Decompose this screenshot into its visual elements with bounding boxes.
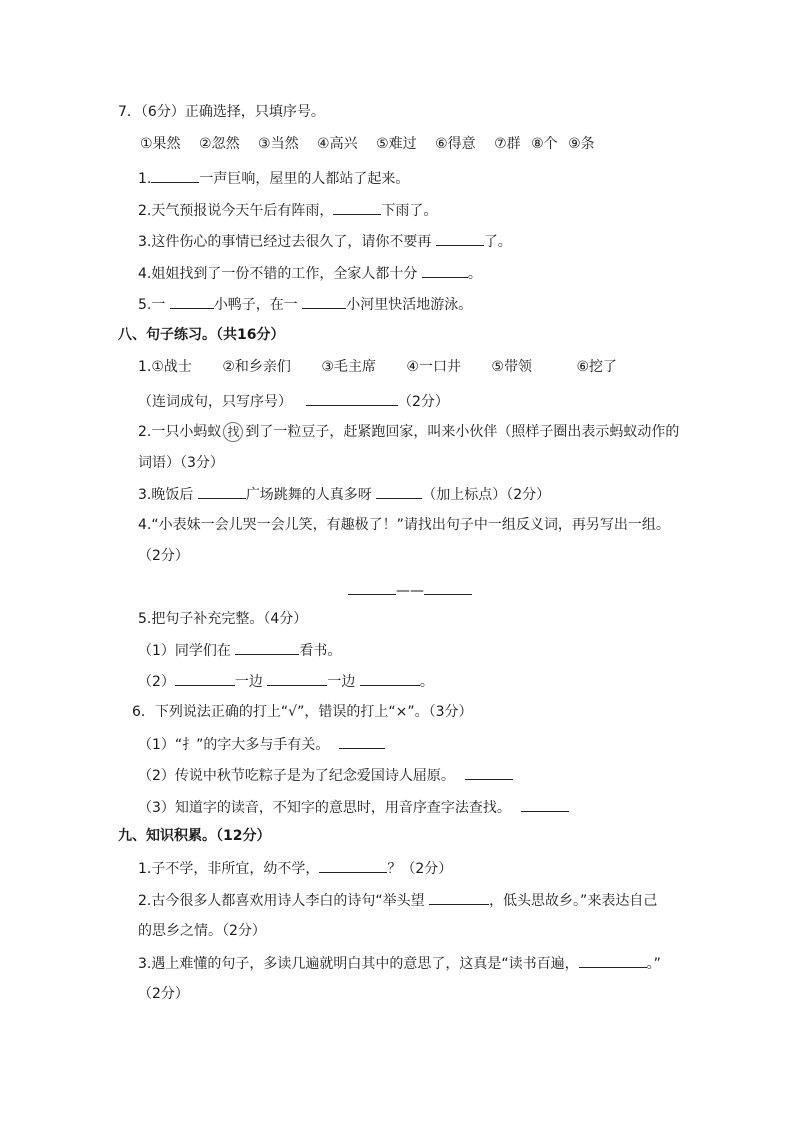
- q7-item-5: [138, 294, 472, 315]
- s9-q2-line-2: 的思乡之情。（2分）: [138, 923, 266, 939]
- s9-q1-b: ？（2分）: [387, 861, 453, 877]
- s8-q3-a: 3.晚饭后: [138, 487, 198, 503]
- q7-item-3-post: 了。: [483, 234, 512, 250]
- q7-option-3: ③当然: [258, 136, 299, 152]
- answer-blank[interactable]: [579, 953, 647, 968]
- s8-q5-1a: （1）同学们在: [138, 643, 236, 659]
- s8-q1-words: [138, 357, 617, 377]
- q7-item-3: [138, 231, 512, 252]
- s9-q3-line-1: [138, 953, 661, 974]
- section-9-heading: 九、知识积累。（12分）: [118, 828, 271, 844]
- s8-q3-c: （加上标点）（2分）: [422, 487, 551, 503]
- q7-item-5-c: 小河里快活地游泳。: [346, 297, 473, 313]
- q7-option-2: ②忽然: [199, 136, 240, 152]
- s9-q3-b: 。”: [646, 956, 661, 972]
- q7-option-5: ⑤难过: [376, 136, 417, 152]
- s8-q2-line-1: [138, 422, 679, 442]
- s8-q6-1-text: （1）“扌”的字大多与手有关。: [138, 737, 330, 753]
- q7-option-1: ①果然: [140, 136, 181, 152]
- s8-q5-2a: （2）: [138, 674, 175, 690]
- s9-q1: [138, 858, 452, 879]
- q7-option-7: ⑦群: [494, 136, 521, 152]
- q7-option-8: ⑧个: [531, 136, 558, 152]
- answer-blank[interactable]: [306, 391, 398, 406]
- answer-blank[interactable]: [465, 765, 513, 780]
- q7-option-4: ④高兴: [317, 136, 358, 152]
- answer-blank[interactable]: [302, 294, 346, 309]
- s9-q1-a: 1.子不学，非所宜，幼不学，: [138, 861, 320, 877]
- q7-title: 7．（6分）正确选择，只填序号。: [118, 104, 325, 120]
- s8-q1-word-1: 1.①战士: [138, 359, 192, 375]
- answer-blank[interactable]: [360, 671, 420, 686]
- answer-blank[interactable]: [267, 671, 327, 686]
- circled-word-example: 找: [223, 422, 243, 442]
- s8-q6-1: [138, 734, 385, 755]
- q7-item-1-pre: 1.: [138, 171, 152, 187]
- answer-blank[interactable]: [348, 580, 396, 595]
- s8-q1-word-5: ⑤带领: [491, 359, 532, 375]
- section-8-heading: 八、句子练习。（共16分）: [118, 327, 285, 343]
- s9-q3-line-2: （2分）: [138, 986, 189, 1002]
- s8-q2-a: 2.一只小蚂蚁: [138, 424, 222, 440]
- s8-q1-instr: （连词成句，只写序号）: [138, 394, 292, 410]
- s8-q5-2: [138, 671, 434, 692]
- answer-blank[interactable]: [436, 231, 484, 246]
- q7-item-1: [138, 168, 409, 189]
- s9-q2-b: ，低头思故乡。”来表达自己: [489, 893, 658, 909]
- s8-q5-2b: 一边: [234, 674, 268, 690]
- answer-blank[interactable]: [319, 858, 387, 873]
- s8-q4-line-1: 4.“小表妹一会儿哭一会儿笑，有趣极了！”请找出句子中一组反义词，再另写出一组。: [138, 517, 670, 533]
- answer-blank[interactable]: [521, 797, 569, 812]
- s8-q2-line-2: 词语）（3分）: [138, 455, 224, 471]
- q7-item-1-post: 一声巨响，屋里的人都站了起来。: [199, 171, 410, 187]
- q7-item-3-pre: 3.这件伤心的事情已经过去很久了，请你不要再: [138, 234, 436, 250]
- s8-q6-3: [138, 797, 569, 818]
- s8-q6-3-text: （3）知道字的读音，不知字的意思时，用音序查字法查找。: [138, 800, 511, 816]
- q7-item-4-pre: 4.姐姐找到了一份不错的工作，全家人都十分: [138, 266, 422, 282]
- s8-q5-1b: 看书。: [299, 643, 342, 659]
- s8-q1-word-6: ⑥挖了: [576, 359, 617, 375]
- answer-blank[interactable]: [175, 671, 235, 686]
- q7-item-2-post: 下雨了。: [381, 203, 438, 219]
- s8-q4-answer: [348, 580, 472, 601]
- q7-item-2-pre: 2.天气预报说今天午后有阵雨，: [138, 203, 334, 219]
- s8-q4-dash: ——: [396, 583, 424, 599]
- answer-blank[interactable]: [339, 734, 385, 749]
- q7-options: [140, 134, 595, 154]
- q7-item-2: [138, 200, 437, 221]
- s8-q5-title: 5.把句子补充完整。（4分）: [138, 611, 308, 627]
- answer-blank[interactable]: [170, 294, 214, 309]
- q7-option-6: ⑥得意: [435, 136, 476, 152]
- s8-q5-2c: 一边: [327, 674, 360, 690]
- q7-item-5-b: 小鸭子，在一: [213, 297, 303, 313]
- s8-q4-line-2: （2分）: [138, 548, 189, 564]
- q7-option-9: ⑨条: [568, 136, 595, 152]
- s8-q6-2-text: （2）传说中秋节吃粽子是为了纪念爱国诗人屈原。: [138, 768, 455, 784]
- s9-q2-a: 2.古今很多人都喜欢用诗人李白的诗句“举头望: [138, 893, 430, 909]
- answer-blank[interactable]: [333, 200, 381, 215]
- s9-q2-line-1: [138, 890, 657, 911]
- s8-q1-word-2: ②和乡亲们: [222, 359, 291, 375]
- s8-q3: [138, 484, 550, 505]
- s8-q2-b: 到了一粒豆子，赶紧跑回家，叫来小伙伴（照样子圈出表示蚂蚁动作的: [245, 424, 680, 440]
- q7-item-4: [138, 263, 482, 284]
- s8-q6-title: 6．下列说法正确的打上“√”，错误的打上“×”。（3分）: [132, 704, 473, 720]
- answer-blank[interactable]: [424, 580, 472, 595]
- q7-item-4-post: 。: [467, 266, 482, 282]
- s8-q1-score: （2分）: [398, 394, 449, 410]
- s8-q1-word-3: ③毛主席: [321, 359, 376, 375]
- answer-blank[interactable]: [151, 168, 199, 183]
- s9-q3-a: 3.遇上难懂的句子，多读几遍就明白其中的意思了，这真是“读书百遍，: [138, 956, 579, 972]
- answer-blank[interactable]: [198, 484, 246, 499]
- q7-item-5-a: 5.一: [138, 297, 170, 313]
- answer-blank[interactable]: [376, 484, 422, 499]
- s8-q5-1: [138, 640, 341, 661]
- answer-blank[interactable]: [429, 890, 489, 905]
- answer-blank[interactable]: [422, 263, 468, 278]
- s8-q3-b: 广场跳舞的人真多呀: [245, 487, 377, 503]
- s8-q1-instruction: [138, 391, 449, 412]
- s8-q5-2d: 。: [419, 674, 434, 690]
- s8-q1-word-4: ④一口井: [406, 359, 461, 375]
- answer-blank[interactable]: [235, 640, 299, 655]
- s8-q6-2: [138, 765, 513, 786]
